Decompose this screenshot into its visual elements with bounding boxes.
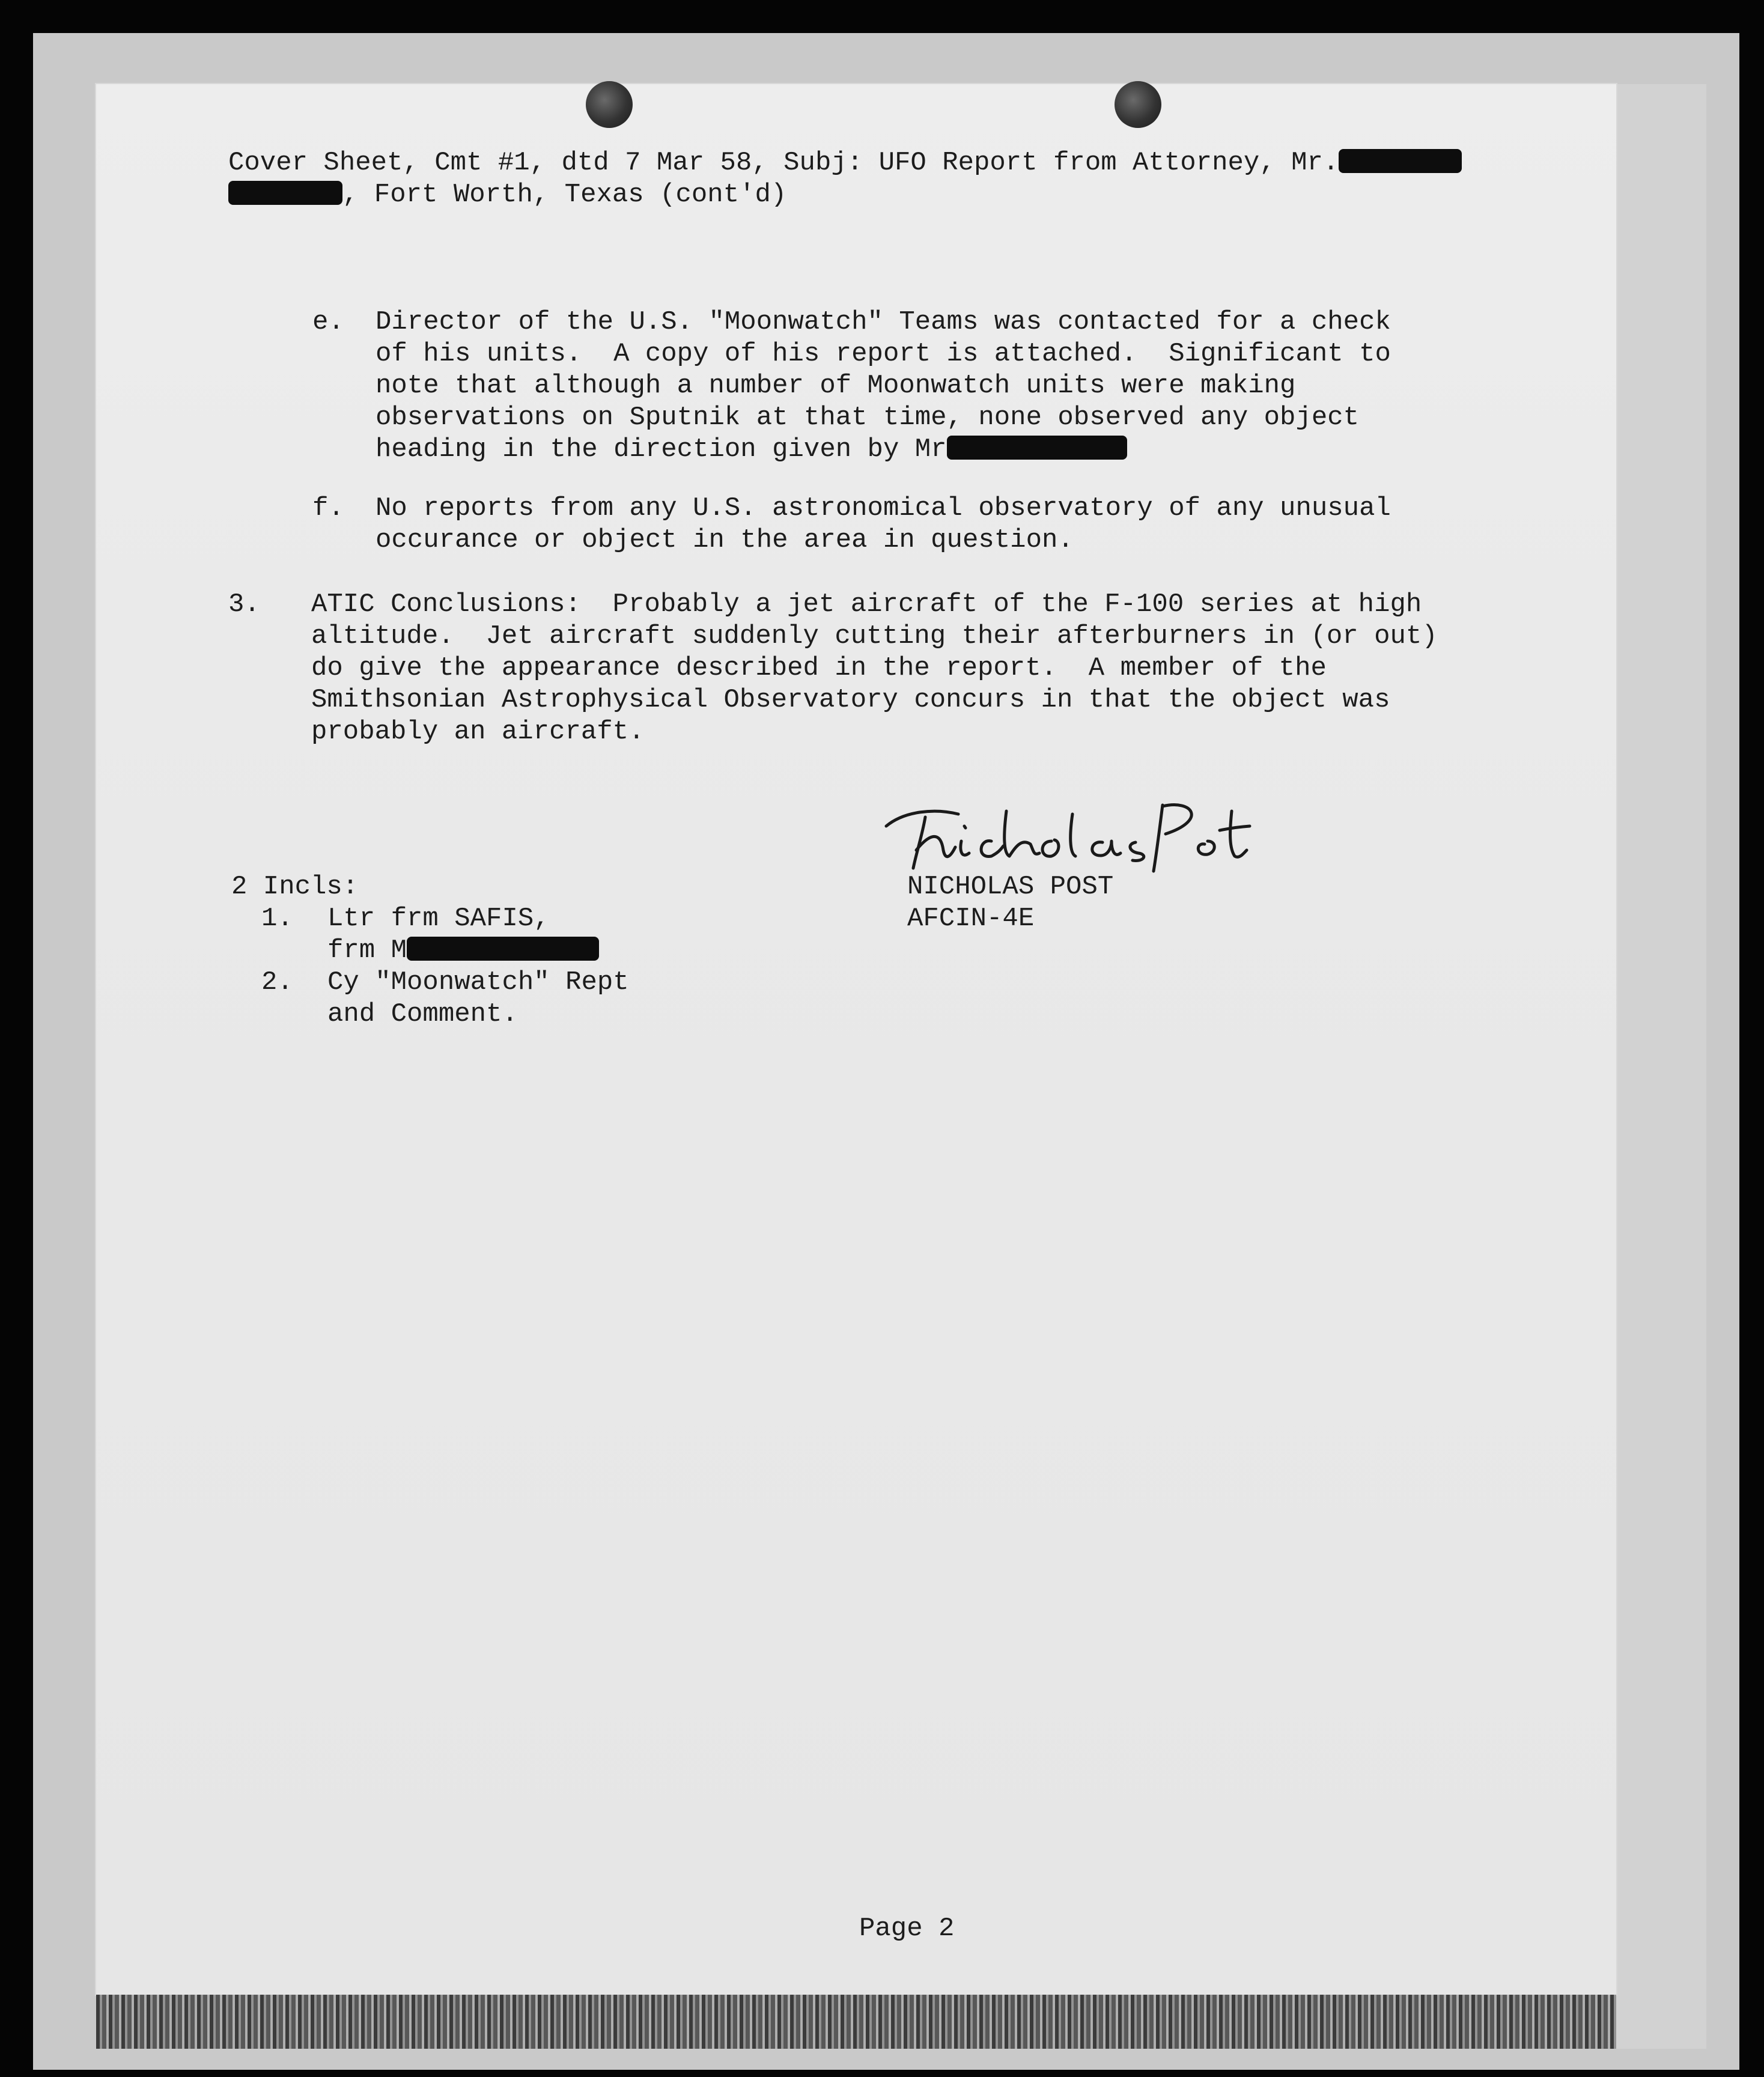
- conclusions-line-5: probably an aircraft.: [311, 717, 645, 747]
- redaction-mark: [407, 937, 599, 961]
- signer-office: AFCIN-4E: [907, 904, 1035, 934]
- item-e-line-1: Director of the U.S. "Moonwatch" Teams was contacted for a check: [376, 307, 1391, 337]
- conclusions-marker: 3.: [228, 589, 260, 619]
- inclosure-2-line-2: and Comment.: [327, 999, 518, 1029]
- punch-hole-left: [586, 81, 633, 128]
- redaction-mark: [1339, 149, 1462, 173]
- page-number: Page 2: [859, 1914, 955, 1944]
- inclosure-1-line-2: frm M: [327, 935, 599, 967]
- item-e-line-5: heading in the direction given by Mr: [376, 434, 1127, 466]
- inclosure-2-num: 2.: [261, 967, 293, 997]
- conclusions-line-3: do give the appearance described in the report. A member of the: [311, 653, 1327, 683]
- item-e-line-3: note that although a number of Moonwatch units were making: [376, 371, 1296, 401]
- item-e-line-4: observations on Sputnik at that time, none observed any object: [376, 403, 1360, 433]
- item-e-marker: e.: [312, 307, 344, 337]
- conclusions-line-1: ATIC Conclusions: Probably a jet aircraft of the F-100 series at high: [311, 589, 1422, 619]
- item-f-line-1: No reports from any U.S. astronomical observatory of any unusual: [376, 493, 1391, 523]
- signer-name: NICHOLAS POST: [907, 872, 1114, 902]
- scan-noise-strip: [96, 1995, 1616, 2049]
- item-f-marker: f.: [312, 493, 344, 523]
- handwritten-signature: [880, 793, 1253, 883]
- redaction-mark: [228, 181, 342, 205]
- header-line-2: , Fort Worth, Texas (cont'd): [228, 179, 786, 211]
- inclosure-1-num: 1.: [261, 904, 293, 934]
- inclosure-2-line-1: Cy "Moonwatch" Rept: [327, 967, 629, 997]
- inclosure-1-line-1: Ltr frm SAFIS,: [327, 904, 550, 934]
- inclosures-heading: 2 Incls:: [231, 872, 359, 902]
- item-f-line-2: occurance or object in the area in question.: [376, 525, 1074, 555]
- punch-hole-right: [1115, 81, 1161, 128]
- sheet-edge: [1616, 84, 1706, 2049]
- conclusions-line-4: Smithsonian Astrophysical Observatory concurs in that the object was: [311, 685, 1390, 715]
- header-line-1: Cover Sheet, Cmt #1, dtd 7 Mar 58, Subj: UFO Report from Attorney, Mr.: [228, 147, 1462, 179]
- redaction-mark: [947, 436, 1127, 460]
- conclusions-line-2: altitude. Jet aircraft suddenly cutting their afterburners in (or out): [311, 621, 1438, 651]
- item-e-line-2: of his units. A copy of his report is attached. Significant to: [376, 339, 1391, 369]
